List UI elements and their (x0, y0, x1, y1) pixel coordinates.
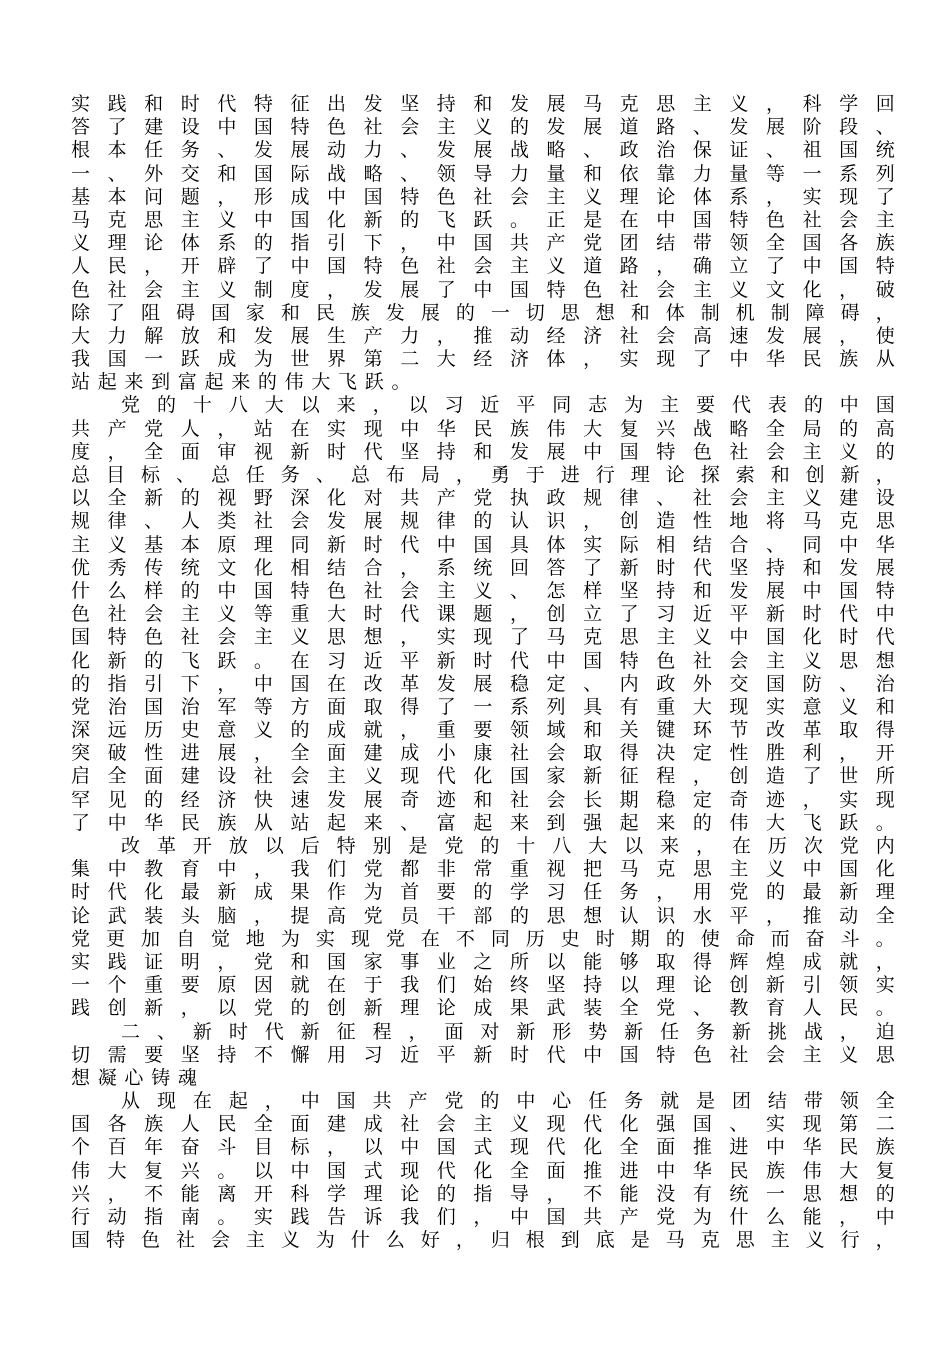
text-line: 义 理 论 体 系 的 指 引 下 ， 中 国 共 产 党 团 结 带 领 全 国 各 族 (71, 232, 895, 255)
text-line: 国 特 色 社 会 主 义 思 想 ， 实 现 了 马 克 思 主 义 中 国 化 时 代 (71, 626, 895, 649)
text-line: 我 国 一 跃 成 为 世 界 第 二 大 经 济 体 ， 实 现 了 中 华 民 族 从 (71, 348, 895, 371)
text-line: 主 义 基 本 原 理 同 新 时 代 中 国 具 体 实 际 相 结 合 、 同 中 华 (71, 533, 895, 556)
text-line: 从 现 在 起 ， 中 国 共 产 党 的 中 心 任 务 就 是 团 结 带 领 全 (121, 1090, 895, 1113)
text-line: 一 个 重 要 原 因 就 在 于 我 们 始 终 坚 持 以 理 论 创 新 引 领 实 (71, 974, 895, 997)
text-line: 规 律 、 人 类 社 会 发 展 规 律 的 认 识 ， 创 造 性 地 将 马 克 思 (71, 510, 895, 533)
text-line: 优 秀 传 统 文 化 相 结 合 ， 系 统 回 答 了 新 时 代 坚 持 和 发 展 (71, 556, 895, 579)
text-line: 了 中 华 民 族 从 站 起 来 、 富 起 来 到 强 起 来 的 伟 大 飞 跃 。 (71, 811, 895, 834)
text-line: 根 本 任 务 、 发 展 动 力 、 发 展 战 略 、 政 治 保 证 、 祖 国 统 (71, 139, 895, 162)
text-line: 时 代 化 最 新 成 果 作 为 首 要 的 学 习 任 务 ， 用 党 的 最 新 理 (71, 881, 895, 904)
text-line: 实 践 和 时 代 特 征 出 发 坚 持 和 发 展 马 克 思 主 义 ， 科 学 回 (71, 93, 895, 115)
text-line: 人 民 ， 开 辟 了 中 国 特 色 社 会 主 义 道 路 ， 确 立 了 中 国 特 (71, 255, 895, 278)
text-line: 想 凝 心 铸 魂 (71, 1066, 197, 1089)
text-line: 伟 大 复 兴 。 以 中 国 式 现 代 化 全 面 推 进 中 华 民 族 伟 大 复 (71, 1159, 895, 1182)
text-line: 度 ， 全 面 审 视 新 时 代 坚 持 和 发 展 中 国 特 色 社 会 主 义 的 (71, 440, 895, 463)
text-line: 除 了 阻 碍 国 家 和 民 族 发 展 的 一 切 思 想 和 体 制 机 制 障 碍 ， (71, 301, 895, 324)
text-line: 深 远 历 史 意 义 的 成 就 ， 重 要 领 域 和 关 键 环 节 改 革 取 得 (71, 719, 895, 742)
text-line: 实 践 证 明 ， 党 和 国 家 事 业 之 所 以 能 够 取 得 辉 煌 成 就 ， (71, 950, 895, 973)
text-line: 个 百 年 奋 斗 目 标 ， 以 中 国 式 现 代 化 全 面 推 进 中 华 民 族 (71, 1136, 895, 1159)
text-line: 什 么 样 的 中 国 特 色 社 会 主 义 、 怎 样 坚 持 和 发 展 中 国 特 (71, 579, 895, 602)
text-line: 国 特 色 社 会 主 义 为 什 么 好 ， 归 根 到 底 是 马 克 思 主 义 行 ， (71, 1229, 895, 1252)
text-line: 罕 见 的 经 济 快 速 发 展 奇 迹 和 社 会 长 期 稳 定 奇 迹 ， 实 现 (71, 788, 895, 811)
text-line: 马 克 思 主 义 中 国 化 新 的 飞 跃 。 正 是 在 中 国 特 色 社 会 主 (71, 208, 895, 231)
text-line: 化 新 的 飞 跃 。 在 习 近 平 新 时 代 中 国 特 色 社 会 主 义 思 想 (71, 649, 895, 672)
text-line: 答 了 建 设 中 国 特 色 社 会 主 义 的 发 展 道 路 、 发 展 阶 段 、 (71, 116, 895, 139)
text-line: 集 中 教 育 中 ， 我 们 党 都 非 常 重 视 把 马 克 思 主 义 中 国 化 (71, 858, 895, 881)
text-line: 行 动 指 南 。 实 践 告 诉 我 们 ， 中 国 共 产 党 为 什 么 能 ， 中 (71, 1206, 895, 1228)
text-line: 以 全 新 的 视 野 深 化 对 共 产 党 执 政 规 律 、 社 会 主 义 建 设 (71, 487, 895, 510)
text-line: 二 、 新 时 代 新 征 程 ， 面 对 新 形 势 新 任 务 新 挑 战 ， 迫 (121, 1020, 895, 1043)
text-line: 大 力 解 放 和 发 展 生 产 力 ， 推 动 经 济 社 会 高 速 发 展 ， 使 (71, 324, 895, 347)
text-line: 共 产 党 人 ， 站 在 实 现 中 华 民 族 伟 大 复 兴 战 略 全 局 的 高 (71, 417, 895, 440)
text-line: 的 指 引 下 ， 中 国 在 改 革 发 展 稳 定 、 内 政 外 交 国 防 、 治 (71, 672, 895, 695)
text-line: 站 起 来 到 富 起 来 的 伟 大 飞 跃 。 (71, 371, 411, 394)
text-line: 党 更 加 自 觉 地 为 实 现 党 在 不 同 历 史 时 期 的 使 命 而 奋 斗 。 (71, 927, 895, 950)
text-line: 基 本 问 题 ， 形 成 中 国 特 色 社 会 主 义 理 论 体 系 ， 实 现 了 (71, 185, 895, 208)
text-line: 色 社 会 主 义 等 重 大 时 代 课 题 ， 创 立 了 习 近 平 新 时 代 中 (71, 603, 895, 626)
text-line: 改 革 开 放 以 后 特 别 是 党 的 十 八 大 以 来 ， 在 历 次 党 内 (121, 835, 895, 857)
text-line: 党 治 国 治 军 等 方 面 取 得 了 一 系 列 具 有 重 大 现 实 意 义 和 (71, 695, 895, 718)
text-line: 党 的 十 八 大 以 来 ， 以 习 近 平 同 志 为 主 要 代 表 的 中 国 (121, 394, 895, 417)
text-line: 总 目 标 、 总 任 务 、 总 布 局 ， 勇 于 进 行 理 论 探 索 和 创 新 ， (71, 464, 895, 486)
text-line: 一 、 外 交 和 国 际 战 略 、 领 导 力 量 和 依 靠 力 量 等 一 系 列 (71, 162, 895, 185)
text-line: 色 社 会 主 义 制 度 ， 发 展 了 中 国 特 色 社 会 主 义 文 化 ， 破 (71, 278, 895, 301)
text-line: 突 破 性 进 展 ， 全 面 建 成 小 康 社 会 取 得 决 定 性 胜 利 ， 开 (71, 742, 895, 765)
text-line: 启 全 面 建 设 社 会 主 义 现 代 化 国 家 新 征 程 ， 创 造 了 世 所 (71, 765, 895, 788)
text-line: 论 武 装 头 脑 ， 提 高 党 员 干 部 的 思 想 认 识 水 平 ， 推 动 全 (71, 904, 895, 927)
text-line: 切 需 要 坚 持 不 懈 用 习 近 平 新 时 代 中 国 特 色 社 会 主 义 思 (71, 1043, 895, 1066)
text-line: 兴 ， 不 能 离 开 科 学 理 论 的 指 导 ， 不 能 没 有 统 一 思 想 的 (71, 1182, 895, 1205)
document-body (71, 93, 895, 1252)
text-line: 国 各 族 人 民 全 面 建 成 社 会 主 义 现 代 化 强 国 、 实 现 第 二 (71, 1113, 895, 1136)
text-line: 践 创 新 ， 以 党 的 创 新 理 论 成 果 武 装 全 党 、 教 育 人 民 。 (71, 997, 895, 1020)
